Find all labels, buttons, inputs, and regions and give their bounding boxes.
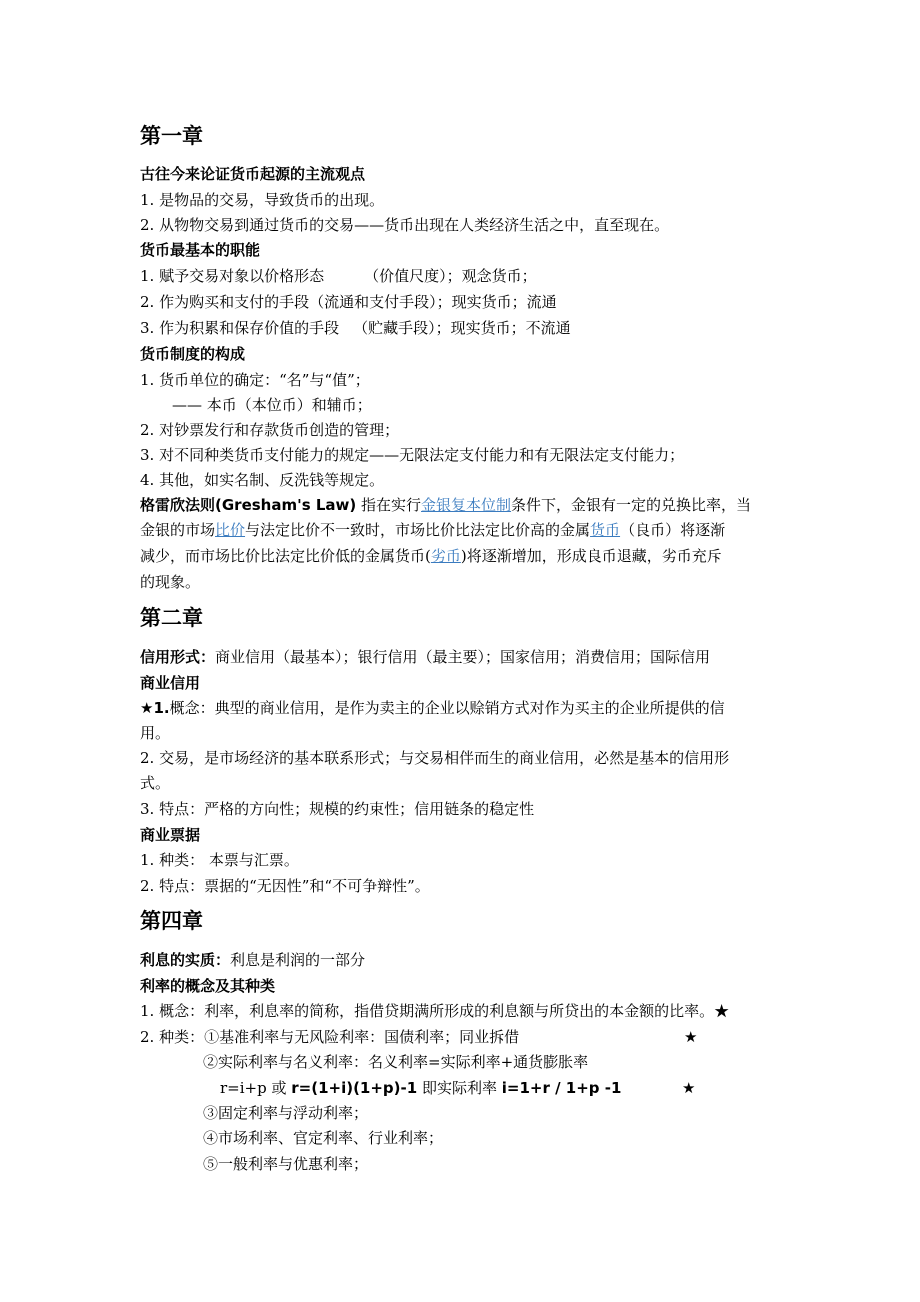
credit-forms — [140, 647, 710, 667]
commercial-trade-line-2: 式。 — [140, 774, 171, 792]
star-icon: ★ — [682, 1079, 696, 1097]
gresham-text-6: 减少，而市场比价比法定比价低的金属货币( — [140, 547, 431, 565]
section-commercial-credit-heading: 商业信用 — [140, 674, 201, 692]
system-item-4: 4. 其他，如实名制、反洗钱等规定。 — [140, 471, 385, 489]
rate-types-2: ②实际利率与名义利率：名义利率=实际利率+通货膨胀率 — [203, 1053, 589, 1071]
commercial-trade-line-1: 2. 交易，是市场经济的基本联系形式；与交易相伴而生的商业信用，必然是基本的信用形 — [140, 749, 730, 767]
commercial-concept-line-2: 用。 — [140, 724, 171, 742]
rate-concept: 1. 概念：利率，利息率的简称，指借贷期满所形成的利息额与所贷出的本金额的比率。★ — [140, 1002, 730, 1020]
function-item-3-note: （贮藏手段）；现实货币；不流通 — [353, 319, 571, 337]
gresham-text-2: 条件下，金银有一定的兑换比率，当 — [511, 496, 752, 514]
gresham-text-7: )将逐渐增加，形成良币退藏，劣币充斥 — [460, 547, 722, 565]
link-currency[interactable]: 货币 — [590, 521, 621, 539]
formula-part-d: i=1+r / 1+p -1 — [501, 1079, 622, 1097]
commercial-concept-line-1 — [140, 698, 725, 718]
function-item-1-text: 1. 赋予交易对象以价格形态 — [140, 267, 325, 285]
gresham-text-4: 与法定比价不一致时，市场比价比法定比价高的金属 — [245, 521, 591, 539]
origin-item-1: 1. 是物品的交易，导致货币的出现。 — [140, 191, 385, 209]
concept-star-number: ★1. — [140, 699, 170, 717]
system-item-2: 2. 对钞票发行和存款货币创造的管理； — [140, 421, 400, 439]
function-item-1-note: （价值尺度）；观念货币； — [364, 267, 537, 285]
commercial-concept-text: 概念：典型的商业信用，是作为卖主的企业以赊销方式对作为买主的企业所提供的信 — [169, 699, 725, 717]
rate-types-4: ④市场利率、官定利率、行业利率； — [203, 1129, 444, 1147]
system-item-3: 3. 对不同种类货币支付能力的规定——无限法定支付能力和有无限法定支付能力； — [140, 446, 685, 464]
gresham-text-3: 金银的市场 — [140, 521, 216, 539]
credit-forms-label: 信用形式： — [140, 648, 216, 666]
system-item-1: 1. 货币单位的确定：“名”与“值”； — [140, 371, 370, 389]
gresham-term: 格雷欣法则(Gresham's Law) — [140, 496, 357, 514]
function-item-3-text: 3. 作为积累和保存价值的手段 — [140, 319, 340, 337]
section-origin-heading: 古往今来论证货币起源的主流观点 — [140, 165, 366, 183]
commercial-features: 3. 特点：严格的方向性；规模的约束性；信用链条的稳定性 — [140, 800, 535, 818]
section-rate-heading: 利率的概念及其种类 — [140, 977, 276, 995]
section-system-heading: 货币制度的构成 — [140, 345, 246, 363]
function-item-3 — [140, 318, 571, 338]
formula-part-c: 即实际利率 — [417, 1079, 502, 1097]
origin-item-2: 2. 从物物交易到通过货币的交易——货币出现在人类经济生活之中，直至现在。 — [140, 216, 670, 234]
chapter-1-title: 第一章 — [140, 123, 203, 148]
interest-essence-text: 利息是利润的一部分 — [230, 951, 366, 969]
credit-forms-text: 商业信用（最基本）；银行信用（最主要）；国家信用；消费信用；国际信用 — [215, 648, 711, 666]
chapter-4-title: 第四章 — [140, 908, 203, 933]
rate-types-1: 2. 种类：①基准利率与无风险利率：国债利率；同业拆借 — [140, 1028, 520, 1046]
function-item-2: 2. 作为购买和支付的手段（流通和支付手段）；现实货币；流通 — [140, 293, 557, 311]
link-price-ratio[interactable]: 比价 — [215, 521, 246, 539]
gresham-text-5: （良币）将逐渐 — [620, 521, 726, 539]
section-bills-heading: 商业票据 — [140, 826, 201, 844]
link-bimetallism[interactable]: 金银复本位制 — [421, 496, 512, 514]
rate-formula — [220, 1078, 621, 1098]
chapter-2-title: 第二章 — [140, 605, 203, 630]
system-item-1-sub: —— 本币（本位币）和辅币； — [172, 396, 372, 414]
rate-types-3: ③固定利率与浮动利率； — [203, 1104, 369, 1122]
gresham-line-3 — [140, 546, 722, 566]
interest-essence — [140, 950, 365, 970]
interest-essence-label: 利息的实质： — [140, 951, 231, 969]
link-bad-money[interactable]: 劣币 — [430, 547, 461, 565]
gresham-line-1 — [140, 495, 751, 515]
bills-item-2: 2. 特点：票据的“无因性”和“不可争辩性”。 — [140, 877, 430, 895]
function-item-1 — [140, 266, 537, 286]
formula-part-b: r=(1+i)(1+p)-1 — [291, 1079, 418, 1097]
star-icon: ★ — [684, 1028, 698, 1046]
bills-item-1: 1. 种类： 本票与汇票。 — [140, 851, 299, 869]
gresham-line-4: 的现象。 — [140, 573, 201, 591]
section-function-heading: 货币最基本的职能 — [140, 241, 261, 259]
gresham-line-2 — [140, 520, 725, 540]
gresham-text-1: 指在实行 — [356, 496, 422, 514]
formula-part-a: r=i+p 或 — [220, 1079, 292, 1097]
rate-types-5: ⑤一般利率与优惠利率； — [203, 1155, 369, 1173]
